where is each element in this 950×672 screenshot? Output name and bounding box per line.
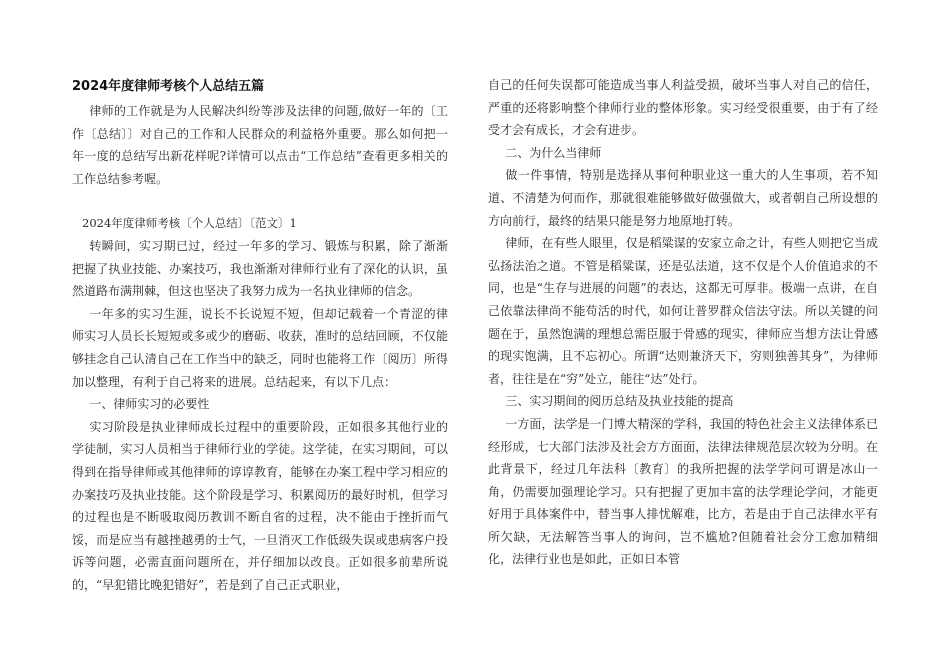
paragraph-continued: 自己的任何失误都可能造成当事人利益受损，破坏当事人对自己的信任，严重的还将影响整个律师行业的整体形象。实习经受很重要，由于有了经受才会有成长，才会有进步。: [488, 78, 878, 138]
paragraph-3: 实习阶段是执业律师成长过程中的重要阶段，正如很多其他行业的学徒制，实习人员相当于律师行业的学徒。这学徒，在实习期间，可以得到在指导律师或其他律师的谆谆教育，能够在办案工程中学习相应的办案技巧及执业技能。这个阶段是学习、积累阅历的最好时机，但学习的过程也是不断吸取阅历教训不断自省的过程，决不能由于挫折而气馁，而是应当有越挫越勇的士气，一旦消灭工作低级失误或患病客户投诉等问题，必需直面问题所在，并仔细加以改良。正如很多前辈所说的，“早犯错比晚犯错好”，若是到了自己正式职业，: [72, 419, 448, 592]
right-column: [488, 74, 878, 571]
paragraph-2: 一年多的实习生涯，说长不长说短不短，但却记载着一个青涩的律师实习人员长长短短或多或少的磨砺、收获，准时的总结回顾，不仅能够挂念自己认清自己在工作当中的缺乏，同时也能将工作〔阅历〕所得加以整理，有利于自己将来的进展。总结起来，有以下几点：: [72, 306, 448, 389]
paragraph-4: 做一件事情，特别是选择从事何种职业这一重大的人生事项，若不知道、不清楚为何而作，那就很难能够做好做强做大，或者朝自己所设想的方向前行，最终的结果只能是努力地原地打转。: [488, 168, 878, 228]
left-column: [72, 74, 448, 596]
document-title: 2024年度律师考核个人总结五篇: [72, 79, 265, 94]
intro-paragraph: 律师的工作就是为人民解决纠纷等涉及法律的问题,做好一年的〔工作〔总结〕〕对自己的工作和人民群众的利益格外重要。那么如何把一年一度的总结写出新花样呢?详情可以点击“工作总结”查看更多相关的工作总结参考喔。: [72, 104, 448, 186]
paragraph-1: 转瞬间，实习期已过，经过一年多的学习、锻炼与积累，除了渐渐把握了执业技能、办案技巧，我也渐渐对律师行业有了深化的认识，虽然道路布满荆棘，但这也坚决了我努力成为一名执业律师的信念。: [72, 238, 448, 299]
heading-1: 一、律师实习的必要性: [89, 397, 210, 412]
heading-2: 二、为什么当律师: [505, 145, 602, 160]
heading-3: 三、实习期间的阅历总结及执业技能的提高: [505, 394, 734, 409]
paragraph-6: 一方面，法学是一门博大精深的学科，我国的特色社会主义法律体系已经形成，七大部门法涉及社会方方面面，法律法律规范层次较为分明。在此背景下，经过几年法科〔教育〕的我所把握的法学学问可谓是冰山一角，仍需要加强理论学习。只有把握了更加丰富的法学理论学问，才能更好用于具体案件中，替当事人排忧解难，比方，若是由于自己法律水平有所欠缺，无法解答当事人的询问，岂不尴尬?但随着社会分工愈加精细化，法律行业也是如此，正如日本管: [488, 416, 878, 567]
paragraph-5: 律师，在有些人眼里，仅是稻粱谋的安家立命之计，有些人则把它当成弘扬法治之道。不管是稻粱谋，还是弘法道，这不仅是个人价值追求的不同，也是“生存与进展的问题”的表达，这都无可厚非。极端一点讲，在自己依靠法律尚不能苟活的时代，如何让普罗群众信法守法。所以关键的问题在于，虽然饱满的理想总需臣服于骨感的现实，律师应当想方法让骨感的现实饱满，且不忘初心。所谓“达则兼济天下，穷则独善其身”，为律师者，往往是在“穷”处立，能往“达”处行。: [488, 236, 878, 386]
section-subtitle: 2024年度律师考核〔个人总结〕〔范文〕1: [82, 216, 297, 231]
